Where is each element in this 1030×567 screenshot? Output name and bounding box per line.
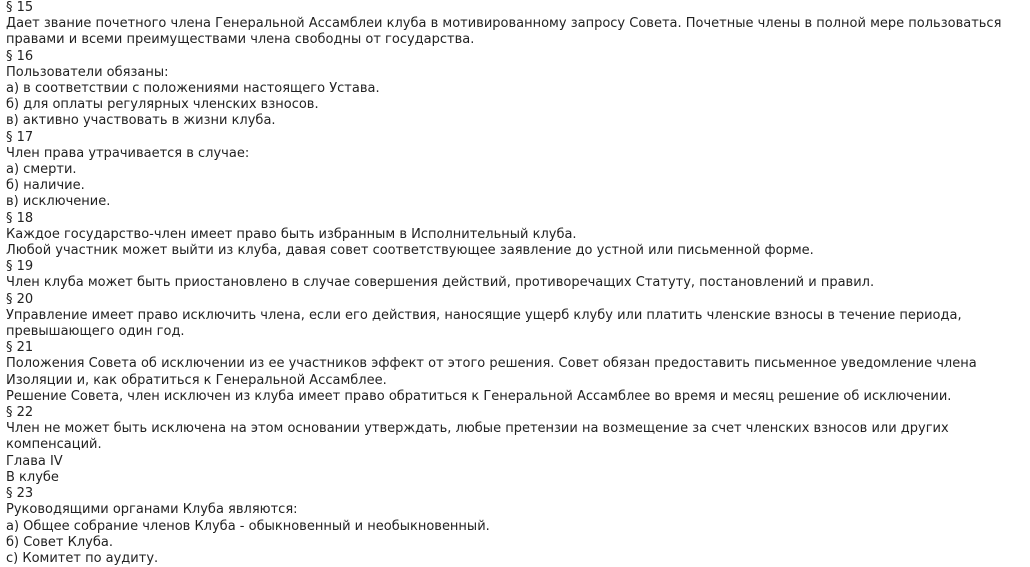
section-heading: § 20 xyxy=(6,291,34,307)
paragraph: Член клуба может быть приостановлено в случае совершения действий, противоречащих Статуту, постановлений и правил. xyxy=(6,275,875,291)
list-item: б) для оплаты регулярных членских взносов. xyxy=(6,97,319,113)
chapter-heading: Глава IV xyxy=(6,453,63,469)
list-item: а) в соответствии с положениями настоящего Устава. xyxy=(6,81,380,97)
section-heading: § 15 xyxy=(6,0,34,15)
scrollbar-track[interactable] xyxy=(1022,0,1030,563)
section-heading: § 16 xyxy=(6,48,34,64)
paragraph: Дает звание почетного члена Генеральной Ассамблеи клуба в мотивированному запросу Совета. Почетные члены в полной мере пользоваться правами и всеми преимуществами члена свободны от государства. xyxy=(6,16,1002,48)
paragraph: Решение Совета, член исключен из клуба имеет право обратиться к Генеральной Ассамблее во время и месяц решение об исключении. xyxy=(6,388,952,404)
chapter-title: В клубе xyxy=(6,469,59,485)
section-heading: § 21 xyxy=(6,340,34,356)
section-heading: § 23 xyxy=(6,486,34,502)
list-item: а) смерти. xyxy=(6,162,77,178)
section-heading: § 19 xyxy=(6,259,34,275)
list-item: с) Комитет по аудиту. xyxy=(6,550,159,566)
paragraph: Руководящими органами Клуба являются: xyxy=(6,502,298,518)
paragraph: Положения Совета об исключении из ее участников эффект от этого решения. Совет обязан предоставить письменное уведомление члена Изоляции и, как обратиться к Генеральной Ассамблее. xyxy=(6,356,977,388)
document-body xyxy=(6,0,1018,567)
paragraph: Управление имеет право исключить члена, если его действия, наносящие ущерб клубу или платить членские взносы в течение периода, превышающего один год. xyxy=(6,307,962,340)
paragraph: Пользователи обязаны: xyxy=(6,64,169,80)
section-heading: § 22 xyxy=(6,405,34,421)
section-heading: § 17 xyxy=(6,129,34,145)
list-item: в) исключение. xyxy=(6,194,111,210)
paragraph: Член права утрачивается в случае: xyxy=(6,145,250,161)
list-item: б) наличие. xyxy=(6,178,85,194)
paragraph: Член не может быть исключена на этом основании утверждать, любые претензии на возмещение за счет членских взносов или других компенсаций. xyxy=(6,421,949,453)
list-item: а) Общее собрание членов Клуба - обыкновенный и необыкновенный. xyxy=(6,518,490,534)
paragraph: Каждое государство-член имеет право быть избранным в Исполнительный клуба. xyxy=(6,226,577,242)
section-heading: § 18 xyxy=(6,210,34,226)
list-item: б) Совет Клуба. xyxy=(6,534,113,550)
list-item: в) активно участвовать в жизни клуба. xyxy=(6,113,276,129)
paragraph: Любой участник может выйти из клуба, давая совет соответствующее заявление до устной или письменной форме. xyxy=(6,243,814,259)
